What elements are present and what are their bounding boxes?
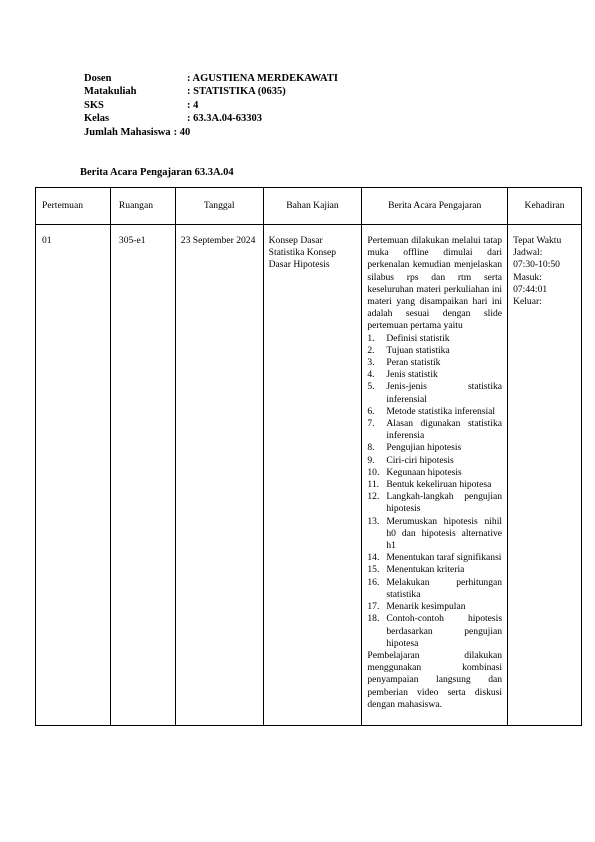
schedule-label: Jadwal: (513, 247, 543, 259)
list-item-text: Bentuk kekeliruan hipotesa (386, 479, 492, 491)
list-item (367, 577, 502, 601)
info-value: : 4 (187, 99, 199, 111)
table-spacer-row (36, 225, 582, 236)
course-info (84, 72, 338, 139)
list-item-number: 6. (367, 405, 375, 417)
list-item-text: Pengujian hipotesis (386, 442, 462, 454)
list-item (367, 381, 502, 405)
info-row-jumlah-mahasiswa (84, 126, 338, 139)
list-item (367, 613, 502, 650)
info-value: : 63.3A.04-63303 (187, 113, 262, 125)
list-item (367, 369, 502, 381)
info-value: : STATISTIKA (0635) (187, 86, 286, 98)
attendance-status: Tepat Waktu (513, 235, 562, 246)
list-item-number: 17. (367, 601, 380, 613)
column-header-ruangan: Ruangan (110, 188, 175, 225)
list-item-text: Metode statistika inferensial (386, 405, 496, 417)
list-item-text: Jenis-jenis statistika inferensial (386, 381, 503, 405)
berita-intro: Pertemuan dilakukan melalui tatap muka offline dimulai dari perkenalan kemudian menjelaskan silabus rps dan rtm serta keseluruhan materi perkuliahan ini materi yang disampaikan hari ini adalah sesuai dengan slide pertemuan pertama yaitu (367, 235, 503, 332)
list-item-number: 16. (367, 576, 380, 588)
list-item (367, 442, 502, 454)
list-item-number: 11. (367, 479, 380, 491)
info-label: Jumlah Mahasiswa (84, 126, 171, 138)
info-row-dosen (84, 72, 338, 85)
list-item (367, 601, 502, 613)
column-header-bahan-kajian: Bahan Kajian (263, 188, 362, 225)
teaching-record-table (35, 187, 582, 726)
list-item-text: Menarik kesimpulan (386, 601, 466, 613)
list-item-text: Contoh-contoh hipotesis berdasarkan pengujian hipotesa (386, 613, 503, 649)
info-label: Kelas (84, 113, 110, 125)
list-item-number: 7. (367, 418, 375, 430)
list-item-text: Langkah-langkah pengujian hipotesis (386, 491, 503, 515)
list-item-number: 8. (367, 442, 375, 454)
list-item (367, 516, 502, 553)
list-item (367, 333, 502, 345)
checkin-time: 07:44:01 (513, 283, 548, 295)
list-item-text: Melakukan perhitungan statistika (386, 576, 503, 600)
list-item-text: Kegunaan hipotesis (386, 466, 462, 478)
cell-tanggal: 23 September 2024 (175, 235, 263, 725)
list-item-text: Alasan digunakan statistika inferensia (386, 418, 503, 442)
list-item-number: 2. (367, 344, 375, 356)
list-item-text: Ciri-ciri hipotesis (386, 454, 454, 466)
list-item (367, 467, 502, 479)
list-item-number: 13. (367, 515, 380, 527)
info-label: Matakuliah (84, 86, 137, 98)
cell-berita-acara (362, 235, 508, 725)
list-item-number: 1. (367, 332, 375, 344)
info-label: SKS (84, 99, 104, 111)
cell-bahan-kajian: Konsep Dasar Statistika Konsep Dasar Hipotesis (263, 235, 362, 725)
list-item-text: Menentukan kriteria (386, 564, 465, 576)
list-item-text: Definisi statistik (386, 332, 450, 344)
checkout-label: Keluar: (513, 296, 542, 308)
list-item (367, 552, 502, 564)
section-title: Berita Acara Pengajaran 63.3A.04 (80, 167, 234, 178)
info-value: : 40 (173, 126, 191, 138)
column-header-tanggal: Tanggal (175, 188, 263, 225)
list-item-number: 4. (367, 369, 375, 381)
column-header-berita-acara: Berita Acara Pengajaran (362, 188, 508, 225)
schedule-time: 07:30-10:50 (513, 259, 560, 271)
list-item (367, 357, 502, 369)
list-item-text: Menentukan taraf signifikansi (386, 552, 502, 564)
list-item-number: 14. (367, 552, 380, 564)
info-row-matakuliah (84, 85, 338, 98)
info-row-sks (84, 99, 338, 112)
column-header-pertemuan: Pertemuan (36, 188, 111, 225)
list-item (367, 418, 502, 442)
table-header-row (36, 188, 582, 225)
list-item (367, 406, 502, 418)
berita-closing: Pembelajaran dilakukan menggunakan kombinasi penyampaian langsung dan pemberian video serta diskusi dengan mahasiswa. (367, 649, 503, 710)
checkin-label: Masuk: (513, 271, 542, 283)
info-value: : AGUSTIENA MERDEKAWATI (187, 73, 338, 84)
list-item-number: 12. (367, 491, 380, 503)
list-item-number: 5. (367, 381, 375, 393)
list-item-number: 9. (367, 454, 375, 466)
list-item-text: Tujuan statistika (386, 344, 450, 356)
list-item (367, 455, 502, 467)
info-label: Dosen (84, 73, 112, 84)
list-item-text: Peran statistik (386, 357, 441, 369)
list-item-text: Jenis statistik (386, 369, 438, 381)
list-item-number: 18. (367, 613, 380, 625)
info-row-kelas (84, 112, 338, 125)
cell-ruangan: 305-e1 (110, 235, 175, 725)
list-item-number: 10. (367, 466, 380, 478)
topic-list (367, 333, 502, 650)
list-item (367, 564, 502, 576)
list-item (367, 491, 502, 515)
column-header-kehadiran: Kehadiran (508, 188, 582, 225)
cell-pertemuan: 01 (36, 235, 111, 725)
list-item-number: 3. (367, 357, 375, 369)
cell-kehadiran (508, 235, 582, 725)
table-row (36, 235, 582, 725)
list-item (367, 479, 502, 491)
list-item-text: Merumuskan hipotesis nihil h0 dan hipotesis alternative h1 (386, 515, 503, 552)
list-item (367, 345, 502, 357)
list-item-number: 15. (367, 564, 380, 576)
